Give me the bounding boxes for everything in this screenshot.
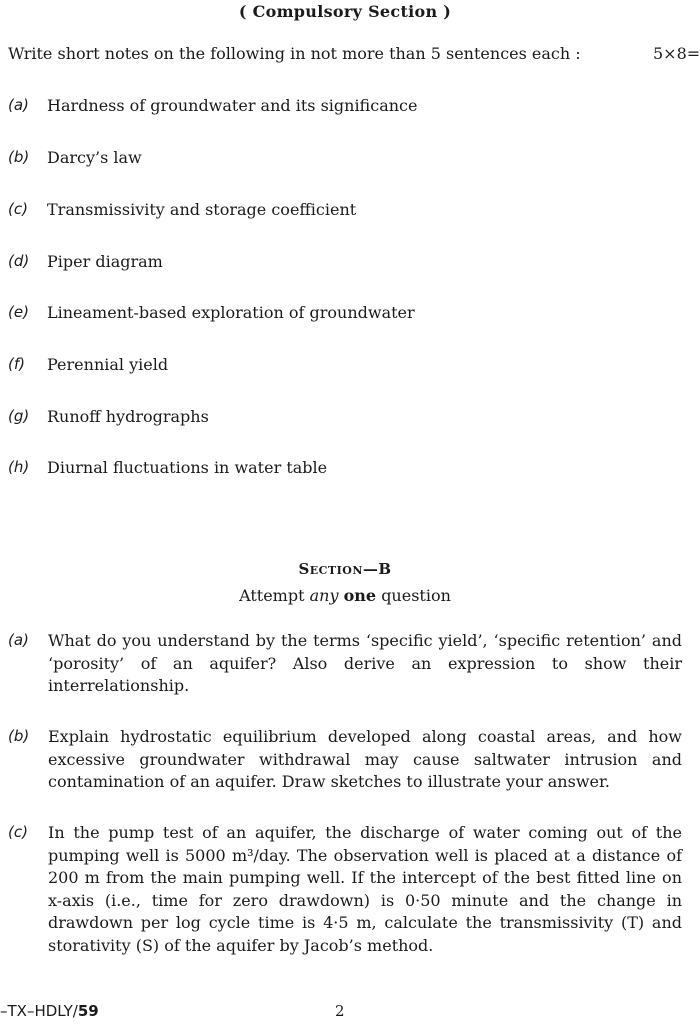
section-a-instruction-line: [8, 44, 700, 63]
question-label: (c): [8, 823, 28, 841]
section-b-instruction: [0, 586, 690, 605]
item-label: (h): [8, 458, 30, 476]
item-text: Diurnal fluctuations in water table: [47, 458, 328, 477]
question-text: In the pump test of an aquifer, the discharge of water coming out of the pumping well is 5000 m³/day. The observation well is placed at a distance of 200 m from the main pumping well. If the intercept of the best fitted line on x-axis (i.e., time for zero drawdown) is 0·50 minute and the change in drawdown per log cycle time is 4·5 m, calculate the transmissivity (T) and storativity (S) of the aquifer by Jacob’s method.: [48, 823, 682, 955]
paper-code-number: 59: [77, 1002, 99, 1020]
item-text: Hardness of groundwater and its significance: [47, 96, 418, 115]
item-text: Piper diagram: [47, 252, 163, 271]
item-label: (d): [8, 252, 30, 270]
item-label: (b): [8, 148, 30, 166]
page-number: 2: [335, 1002, 345, 1020]
item-text: Runoff hydrographs: [47, 407, 209, 426]
paper-code: [0, 1002, 99, 1020]
item-text: Darcy’s law: [47, 148, 142, 167]
question-label: (a): [8, 631, 29, 649]
item-text: Perennial yield: [47, 355, 169, 374]
attempt-one: one: [343, 586, 377, 605]
attempt-suffix: question: [381, 586, 451, 605]
item-label: (e): [8, 303, 29, 321]
question-text: Explain hydrostatic equilibrium developed along coastal areas, and how excessive groundwater withdrawal may cause saltwater intrusion and contamination of an aquifer. Draw sketches to illustrate your answer.: [48, 727, 682, 791]
section-a-marks: 5×8=: [653, 44, 700, 63]
section-a-heading: ( Compulsory Section ): [238, 2, 452, 21]
item-label: (g): [8, 407, 30, 425]
attempt-any: any: [309, 586, 339, 605]
item-text: Transmissivity and storage coefficient: [47, 200, 357, 219]
attempt-prefix: Attempt: [239, 586, 305, 605]
paper-code-prefix: –TX–HDLY/: [0, 1002, 78, 1020]
question-text: What do you understand by the terms ‘specific yield’, ‘specific retention’ and ‘porosity’ of an aquifer? Also derive an expression to show their interrelationship.: [48, 631, 682, 695]
section-a-instruction: Write short notes on the following in not more than 5 sentences each :: [8, 44, 581, 63]
item-label: (c): [8, 200, 28, 218]
item-label: (a): [8, 96, 29, 114]
item-label: (f): [8, 355, 25, 373]
section-b-title: Section—B: [298, 560, 392, 578]
question-label: (b): [8, 727, 30, 745]
item-text: Lineament-based exploration of groundwater: [47, 303, 415, 322]
